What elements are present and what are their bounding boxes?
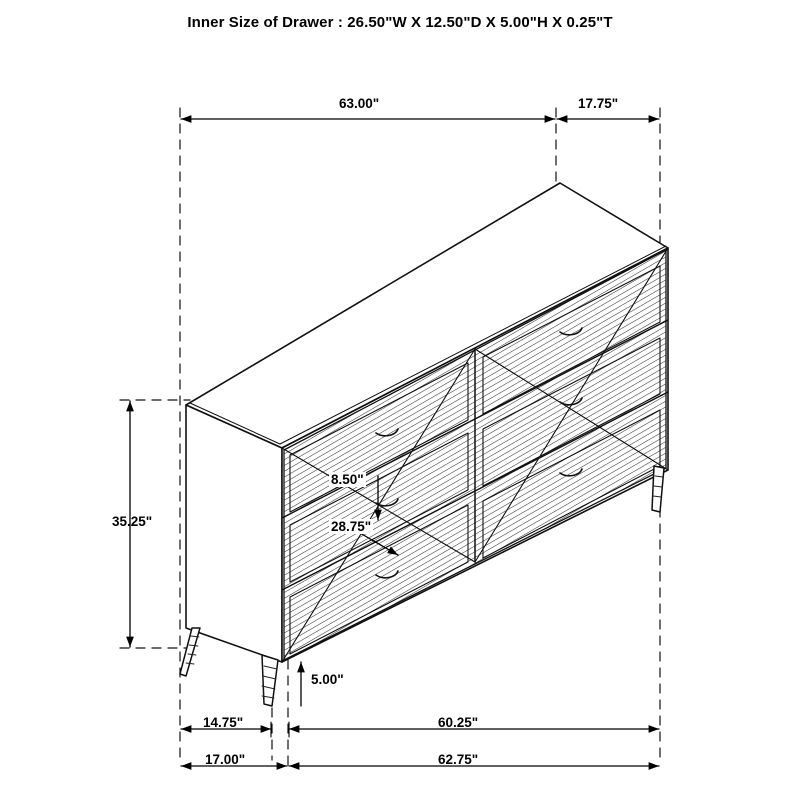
- dimension-label-base-left: 14.75": [203, 715, 244, 730]
- dimension-label-width-top: 63.00": [339, 96, 380, 111]
- dimension-label-drawer-height: 8.50": [331, 472, 364, 487]
- dimension-label-height-left: 35.25": [112, 514, 153, 529]
- dimension-label-overall-right: 62.75": [438, 752, 479, 767]
- dimension-label-leg-height: 5.00": [311, 672, 344, 687]
- dimension-label-overall-left: 17.00": [205, 752, 246, 767]
- dimension-label-base-right: 60.25": [438, 715, 479, 730]
- dresser-left-side: [186, 405, 282, 662]
- dimension-label-drawer-width: 28.75": [331, 519, 372, 534]
- page-title: Inner Size of Drawer : 26.50"W X 12.50"D X 5.00"H X 0.25"T: [187, 14, 613, 31]
- dimension-label-depth-top: 17.75": [578, 96, 619, 111]
